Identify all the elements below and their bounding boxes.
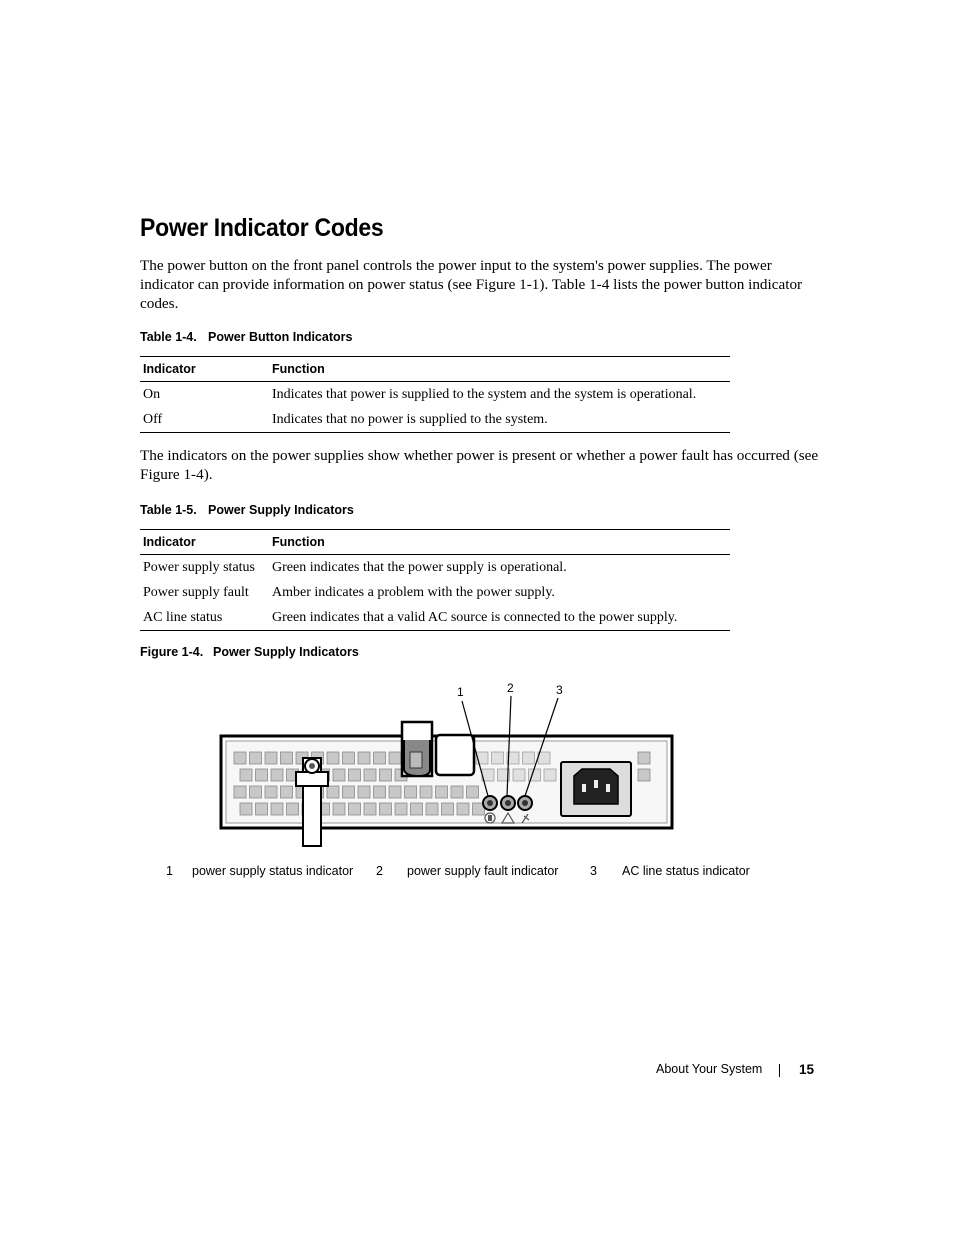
middle-paragraph: The indicators on the power supplies show whether power is present or whether a power fault has occurred (see Figure 1-4). <box>140 447 819 483</box>
legend-number: 2 <box>376 864 383 878</box>
table-1-header-function: Function <box>269 357 730 382</box>
table-cell: Indicates that no power is supplied to the system. <box>269 407 730 433</box>
figure-caption <box>140 645 359 659</box>
table-cell: Green indicates that a valid AC source is connected to the power supply. <box>269 605 730 631</box>
legend-label: AC line status indicator <box>622 864 750 878</box>
callout-3: 3 <box>556 683 563 697</box>
table-row <box>140 407 730 433</box>
vent-slot <box>240 803 252 815</box>
table-cell: Indicates that power is supplied to the system and the system is operational. <box>272 386 697 402</box>
vent-slot <box>256 769 268 781</box>
table-2-header-indicator: Indicator <box>140 530 269 555</box>
table-1-caption <box>140 330 352 344</box>
vent-slot <box>333 769 345 781</box>
page-number: 15 <box>799 1062 815 1077</box>
table-row <box>140 605 730 631</box>
vent-slot <box>358 752 370 764</box>
power-supply-figure <box>218 680 678 852</box>
table-row <box>140 580 730 605</box>
legend-label: power supply fault indicator <box>407 864 559 878</box>
vent-slot <box>349 803 361 815</box>
vent-slot <box>380 769 392 781</box>
table-2-caption <box>140 503 354 517</box>
table-cell: Green indicates that the power supply is operational. <box>272 559 567 575</box>
table-cell: AC line status <box>140 605 269 631</box>
vent-slot <box>492 752 504 764</box>
vent-slot <box>343 752 355 764</box>
figure-title: Power Supply Indicators <box>213 645 359 659</box>
vent-slot <box>364 803 376 815</box>
table-cell: Power supply status <box>143 559 255 575</box>
vent-slot <box>327 786 339 798</box>
figure-number: Figure 1-4. <box>140 645 204 659</box>
vent-slot <box>281 786 293 798</box>
legend-number: 1 <box>166 864 173 878</box>
vent-slot <box>364 769 376 781</box>
vent-slot <box>234 786 246 798</box>
vent-slot <box>250 752 262 764</box>
footer-divider <box>779 1064 780 1077</box>
table-cell: On <box>143 386 161 402</box>
page-title: Power Indicator Codes <box>140 214 384 242</box>
vent-slot <box>349 769 361 781</box>
table-2-number: Table 1-5. <box>140 503 197 517</box>
vent-slot <box>411 803 423 815</box>
vent-slot <box>467 786 479 798</box>
table-2-header-function: Function <box>269 530 730 555</box>
vent-slot <box>240 769 252 781</box>
vent-slot <box>374 786 386 798</box>
vent-slot <box>544 769 556 781</box>
vent-slot <box>256 803 268 815</box>
vent-slot <box>638 752 650 764</box>
vent-slot <box>343 786 355 798</box>
table-1-number: Table 1-4. <box>140 330 197 344</box>
vent-slot <box>234 752 246 764</box>
vent-slot <box>395 803 407 815</box>
vent-slot <box>380 803 392 815</box>
vent-slot <box>513 769 525 781</box>
vent-slot <box>271 803 283 815</box>
vent-slot <box>333 803 345 815</box>
table-row <box>140 382 730 408</box>
vent-slot <box>426 803 438 815</box>
vent-slot <box>265 752 277 764</box>
vent-slot <box>389 752 401 764</box>
callout-1: 1 <box>457 685 464 699</box>
vent-slot <box>451 786 463 798</box>
table-1-title: Power Button Indicators <box>208 330 353 344</box>
vent-slot <box>250 786 262 798</box>
callout-2: 2 <box>507 681 514 695</box>
power-supply-indicators-table <box>140 529 730 631</box>
vent-slot <box>523 752 535 764</box>
vent-slot <box>638 769 650 781</box>
vent-slot <box>436 786 448 798</box>
intro-paragraph: The power button on the front panel controls the power input to the system's power supplies. The power indicator can provide information on power status (see Figure 1-1). Table 1-4 lists the power button indicator codes. <box>140 257 803 312</box>
legend-number: 3 <box>590 864 597 878</box>
vent-slot <box>374 752 386 764</box>
figure-legend <box>0 864 954 882</box>
table-cell: Power supply fault <box>143 584 249 600</box>
vent-slot <box>457 803 469 815</box>
vent-slot <box>265 786 277 798</box>
page-footer <box>0 1062 954 1080</box>
table-row <box>140 555 730 581</box>
vent-slot <box>420 786 432 798</box>
vent-slot <box>389 786 401 798</box>
vent-slot <box>405 786 417 798</box>
footer-section-title: About Your System <box>656 1062 763 1076</box>
table-cell: Amber indicates a problem with the power supply. <box>272 584 555 600</box>
vent-slot <box>271 769 283 781</box>
power-supply-illustration <box>218 680 678 852</box>
table-2-title: Power Supply Indicators <box>208 503 354 517</box>
table-cell: Off <box>140 407 269 433</box>
vent-slot <box>442 803 454 815</box>
vent-slot <box>327 752 339 764</box>
vent-slot <box>358 786 370 798</box>
vent-slot <box>287 803 299 815</box>
vent-slot <box>281 752 293 764</box>
table-1-header-indicator: Indicator <box>140 357 269 382</box>
handle-recess <box>436 735 474 775</box>
legend-label: power supply status indicator <box>192 864 354 878</box>
power-button-indicators-table <box>140 356 730 433</box>
